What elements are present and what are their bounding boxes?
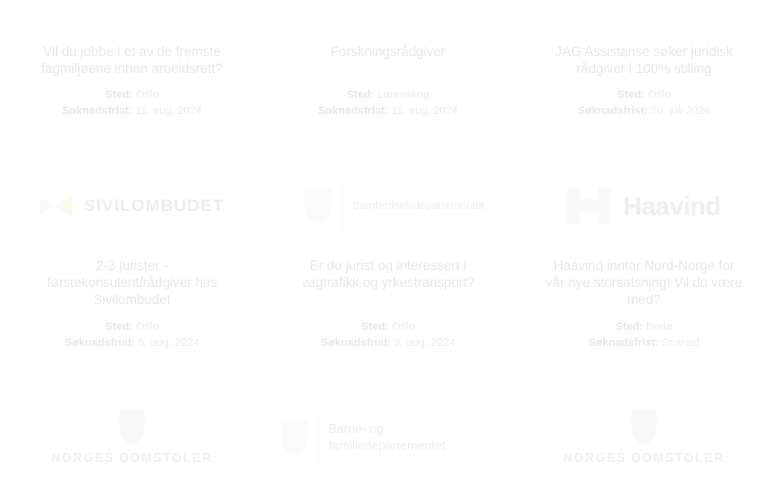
job-card-haavind[interactable]	[524, 148, 764, 364]
sivilombudet-wordmark: SIVILOMBUDET	[83, 196, 225, 215]
card-logo-area	[281, 163, 495, 249]
deadline-value: 11. aug. 2024	[391, 105, 458, 117]
job-card-sivilombudet[interactable]	[12, 148, 252, 364]
card-logo-area	[281, 0, 495, 35]
job-card-barne-og-familiedepartementet[interactable]	[268, 380, 508, 480]
card-logo-area	[537, 163, 751, 249]
job-card-place	[318, 87, 458, 103]
place-value: Oslo	[391, 321, 415, 333]
barne-og-familiedepartementet-logo	[281, 414, 495, 462]
job-card-jag-assistanse[interactable]	[524, 0, 764, 132]
job-card-meta	[578, 77, 711, 119]
job-card-meta	[321, 309, 456, 351]
divider	[318, 414, 319, 462]
norges-domstoler-wordmark: NORGES DOMSTOLER	[563, 450, 725, 465]
norwegian-lion-crest-icon	[304, 189, 332, 223]
place-value: Oslo	[135, 321, 159, 333]
place-value: Lørenskog	[377, 89, 430, 101]
job-card-deadline	[62, 103, 202, 119]
job-card-meta	[65, 309, 200, 351]
job-card-title: Er du jurist og interessert i vegtrafikk og yrkestransport?	[301, 258, 475, 290]
norwegian-lion-crest-icon	[281, 421, 308, 455]
deadline-label: Søknadsfrist:	[64, 337, 136, 349]
job-card-norges-domstoler-1[interactable]	[12, 380, 252, 480]
norwegian-lion-crest-icon	[631, 410, 657, 444]
place-label: Sted:	[105, 89, 133, 101]
job-card-title: Vil du jobbe i et av de fremste fagmiljøene innen arbeidsrett?	[41, 44, 223, 76]
card-logo-area	[25, 0, 239, 35]
job-card-title: 2-3 jurister - førstekonsulent/rådgiver hos Sivilombudet	[46, 258, 218, 307]
job-card-place	[321, 319, 456, 335]
job-card-deadline	[578, 103, 711, 119]
place-label: Sted:	[346, 89, 375, 101]
card-logo-area	[25, 163, 239, 249]
haavind-mark-icon	[567, 188, 611, 224]
job-card-place	[62, 87, 202, 103]
place-label: Sted:	[105, 321, 133, 333]
norges-domstoler-logo	[51, 410, 212, 467]
deadline-label: Søknadsfrist:	[588, 337, 659, 349]
job-card-place	[588, 319, 699, 335]
norges-domstoler-logo	[563, 410, 724, 467]
card-logo-area	[537, 395, 751, 480]
deadline-value: 9. aug. 2024	[394, 337, 456, 349]
haavind-logo	[567, 188, 721, 224]
sivilombudet-mark-icon	[40, 195, 74, 217]
haavind-wordmark: Haavind	[623, 190, 721, 221]
deadline-value: Snarest	[661, 337, 700, 349]
place-label: Sted:	[615, 321, 644, 333]
deadline-label: Søknadsfrist:	[62, 105, 133, 117]
place-value: Bodø	[646, 321, 673, 333]
card-logo-area	[25, 395, 239, 480]
job-card-title: JAG Assistanse søker juridisk rådgiver i 100% stilling	[555, 44, 733, 76]
norwegian-lion-crest-icon	[119, 410, 145, 444]
job-card-meta	[588, 309, 699, 351]
sivilombudet-logo	[40, 195, 224, 217]
job-card-deadline	[321, 335, 456, 351]
job-card-meta	[318, 77, 458, 119]
barne-og-familiedepartementet-wordmark: Barne- og familiedepartementet	[328, 422, 446, 453]
job-card-samferdselsdepartementet[interactable]	[268, 148, 508, 364]
deadline-value: 20. juli 2024	[651, 105, 711, 117]
samferdselsdepartementet-wordmark: Samferdselsdepartementet	[352, 199, 485, 212]
job-card-title: Forskningsrådgiver	[330, 44, 446, 59]
job-card-deadline	[588, 335, 699, 351]
card-logo-area	[281, 395, 495, 480]
place-value: Oslo	[135, 89, 159, 101]
deadline-label: Søknadsfrist:	[577, 105, 648, 117]
place-label: Sted:	[361, 321, 389, 333]
job-card-deadline	[318, 103, 458, 119]
job-card-meta	[62, 77, 202, 119]
place-value: Oslo	[647, 89, 671, 101]
job-card-title: Haavind inntar Nord-Norge for vår nye storsatsning! Vil du være med?	[545, 258, 743, 307]
divider	[342, 182, 343, 230]
card-logo-area	[537, 0, 751, 35]
place-label: Sted:	[617, 89, 645, 101]
job-card-norges-domstoler-2[interactable]	[524, 380, 764, 480]
deadline-label: Søknadsfrist:	[320, 337, 392, 349]
job-card-place	[578, 87, 711, 103]
deadline-label: Søknadsfrist:	[318, 105, 389, 117]
job-card-arbeidsrett[interactable]	[12, 0, 252, 132]
job-card-forskningsradgiver[interactable]	[268, 0, 508, 132]
samferdselsdepartementet-logo	[304, 182, 485, 230]
deadline-value: 6. aug. 2024	[138, 337, 200, 349]
job-card-place	[65, 319, 200, 335]
norges-domstoler-wordmark: NORGES DOMSTOLER	[51, 450, 213, 465]
deadline-value: 11. aug. 2024	[135, 105, 202, 117]
job-card-deadline	[65, 335, 200, 351]
